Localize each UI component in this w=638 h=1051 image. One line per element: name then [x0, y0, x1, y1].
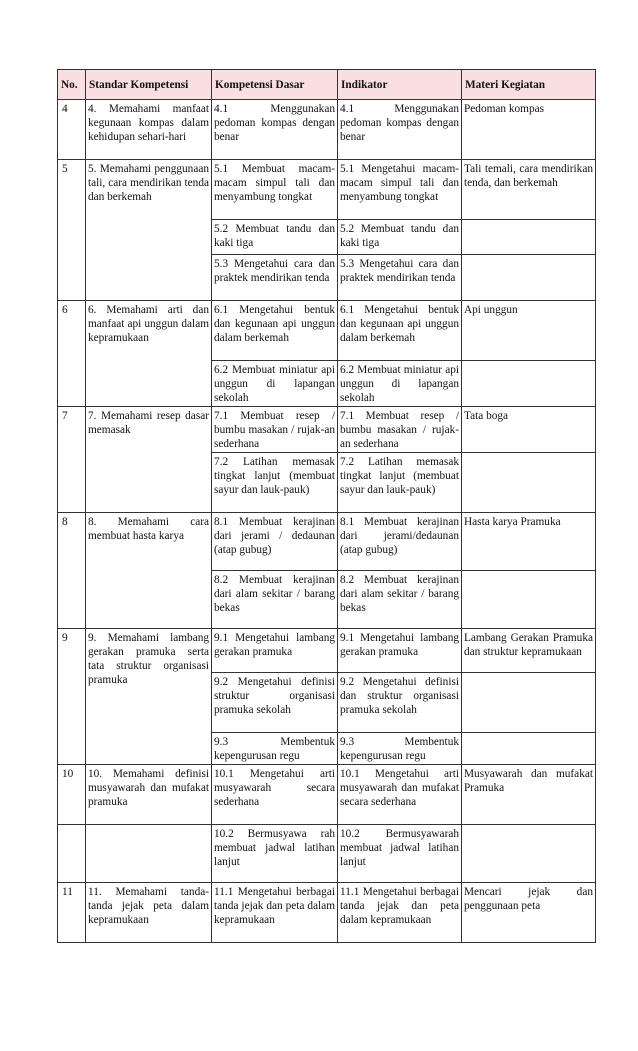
- materi-kegiatan-cell: [462, 453, 596, 513]
- materi-kegiatan-cell: [462, 220, 596, 255]
- standar-kompetensi-cell: 11. Memahami tanda-tanda jejak peta dalam kepramukaan: [86, 883, 212, 943]
- standar-kompetensi-cell: 9. Memahami lambang gerakan pramuka serta tata struktur organisasi pramuka: [86, 629, 212, 765]
- header-standar-kompetensi: Standar Kompetensi: [86, 70, 212, 100]
- row-number: 11: [58, 883, 86, 943]
- kompetensi-dasar-cell: 8.1 Membuat kerajinan dari jerami / dedaunan (atap gubug): [212, 513, 338, 571]
- table-row: [58, 100, 596, 160]
- indikator-cell: 11.1 Mengetahui berbagai tanda jejak dan peta dalam kepramukaan: [338, 883, 462, 943]
- kompetensi-dasar-cell: 9.1 Mengetahui lambang gerakan pramuka: [212, 629, 338, 673]
- row-number: 5: [58, 160, 86, 301]
- materi-kegiatan-cell: Tata boga: [462, 407, 596, 453]
- table-row: [58, 301, 596, 361]
- materi-kegiatan-cell: Musyawarah dan mufakat Pramuka: [462, 765, 596, 825]
- table-row: [58, 407, 596, 453]
- kompetensi-dasar-cell: 10.2 Bermusyawa rah membuat jadwal latihan lanjut: [212, 825, 338, 883]
- materi-kegiatan-cell: Api unggun: [462, 301, 596, 361]
- standar-kompetensi-cell: 7. Memahami resep dasar memasak: [86, 407, 212, 513]
- table-row: [58, 825, 596, 883]
- indikator-cell: 10.2 Bermusyawarah membuat jadwal latihan lanjut: [338, 825, 462, 883]
- table-row: [58, 160, 596, 220]
- table-row: [58, 513, 596, 571]
- kompetensi-dasar-cell: 5.3 Mengetahui cara dan praktek mendirikan tenda: [212, 255, 338, 301]
- kompetensi-dasar-cell: 11.1 Mengetahui berbagai tanda jejak dan peta dalam kepramukaan: [212, 883, 338, 943]
- indikator-cell: 9.2 Mengetahui definisi dan struktur organisasi pramuka sekolah: [338, 673, 462, 733]
- indikator-cell: 4.1 Menggunakan pedoman kompas dengan benar: [338, 100, 462, 160]
- materi-kegiatan-cell: [462, 673, 596, 733]
- indikator-cell: 5.2 Membuat tandu dan kaki tiga: [338, 220, 462, 255]
- indikator-cell: 10.1 Mengetahui arti musyawarah dan mufakat secara sederhana: [338, 765, 462, 825]
- indikator-cell: 8.2 Membuat kerajinan dari alam sekitar / barang bekas: [338, 571, 462, 629]
- indikator-cell: 5.1 Mengetahui macam-macam simpul tali dan menyambung tongkat: [338, 160, 462, 220]
- kompetensi-dasar-cell: 9.3 Membentuk kepengurusan regu: [212, 733, 338, 765]
- row-number: 8: [58, 513, 86, 629]
- kompetensi-dasar-cell: 5.2 Membuat tandu dan kaki tiga: [212, 220, 338, 255]
- kompetensi-dasar-cell: 8.2 Membuat kerajinan dari alam sekitar / barang bekas: [212, 571, 338, 629]
- indikator-cell: 7.2 Latihan memasak tingkat lanjut (membuat sayur dan lauk-pauk): [338, 453, 462, 513]
- materi-kegiatan-cell: [462, 255, 596, 301]
- competency-table: [57, 69, 596, 943]
- kompetensi-dasar-cell: 7.1 Membuat resep / bumbu masakan / rujak-an sederhana: [212, 407, 338, 453]
- materi-kegiatan-cell: Lambang Gerakan Pramuka dan struktur kepramukaan: [462, 629, 596, 673]
- kompetensi-dasar-cell: 4.1 Menggunakan pedoman kompas dengan benar: [212, 100, 338, 160]
- row-number: 9: [58, 629, 86, 765]
- indikator-cell: 9.3 Membentuk kepengurusan regu: [338, 733, 462, 765]
- indikator-cell: 8.1 Membuat kerajinan dari jerami/dedaunan (atap gubug): [338, 513, 462, 571]
- standar-kompetensi-cell: 10. Memahami definisi musyawarah dan mufakat pramuka: [86, 765, 212, 825]
- table-row: [58, 883, 596, 943]
- kompetensi-dasar-cell: 10.1 Mengetahui arti musyawarah secara sederhana: [212, 765, 338, 825]
- table-row: [58, 765, 596, 825]
- header-no: No.: [58, 70, 86, 100]
- indikator-cell: 9.1 Mengetahui lambang gerakan pramuka: [338, 629, 462, 673]
- materi-kegiatan-cell: Pedoman kompas: [462, 100, 596, 160]
- indikator-cell: 6.1 Mengetahui bentuk dan kegunaan api unggun dalam berkemah: [338, 301, 462, 361]
- materi-kegiatan-cell: Hasta karya Pramuka: [462, 513, 596, 571]
- kompetensi-dasar-cell: 9.2 Mengetahui definisi struktur organisasi pramuka sekolah: [212, 673, 338, 733]
- table-header-row: [58, 70, 596, 100]
- indikator-cell: 7.1 Membuat resep / bumbu masakan / rujak-an sederhana: [338, 407, 462, 453]
- row-number: [58, 825, 86, 883]
- header-indikator: Indikator: [338, 70, 462, 100]
- kompetensi-dasar-cell: 5.1 Membuat macam-macam simpul tali dan menyambung tongkat: [212, 160, 338, 220]
- materi-kegiatan-cell: [462, 733, 596, 765]
- header-materi-kegiatan: Materi Kegiatan: [462, 70, 596, 100]
- kompetensi-dasar-cell: 6.2 Membuat miniatur api unggun di lapangan sekolah: [212, 361, 338, 407]
- header-kompetensi-dasar: Kompetensi Dasar: [212, 70, 338, 100]
- row-number: 7: [58, 407, 86, 513]
- materi-kegiatan-cell: [462, 825, 596, 883]
- standar-kompetensi-cell: 5. Memahami penggunaan tali, cara mendirikan tenda dan berkemah: [86, 160, 212, 301]
- materi-kegiatan-cell: [462, 571, 596, 629]
- row-number: 10: [58, 765, 86, 825]
- materi-kegiatan-cell: [462, 361, 596, 407]
- indikator-cell: 5.3 Mengetahui cara dan praktek mendirikan tenda: [338, 255, 462, 301]
- standar-kompetensi-cell: 4. Memahami manfaat kegunaan kompas dalam kehidupan sehari-hari: [86, 100, 212, 160]
- kompetensi-dasar-cell: 7.2 Latihan memasak tingkat lanjut (membuat sayur dan lauk-pauk): [212, 453, 338, 513]
- materi-kegiatan-cell: Tali temali, cara mendirikan tenda, dan berkemah: [462, 160, 596, 220]
- row-number: 4: [58, 100, 86, 160]
- table-row: [58, 629, 596, 673]
- indikator-cell: 6.2 Membuat miniatur api unggun di lapangan sekolah: [338, 361, 462, 407]
- standar-kompetensi-cell: 6. Memahami arti dan manfaat api unggun dalam kepramukaan: [86, 301, 212, 407]
- standar-kompetensi-cell: [86, 825, 212, 883]
- materi-kegiatan-cell: Mencari jejak dan penggunaan peta: [462, 883, 596, 943]
- row-number: 6: [58, 301, 86, 407]
- standar-kompetensi-cell: 8. Memahami cara membuat hasta karya: [86, 513, 212, 629]
- kompetensi-dasar-cell: 6.1 Mengetahui bentuk dan kegunaan api unggun dalam berkemah: [212, 301, 338, 361]
